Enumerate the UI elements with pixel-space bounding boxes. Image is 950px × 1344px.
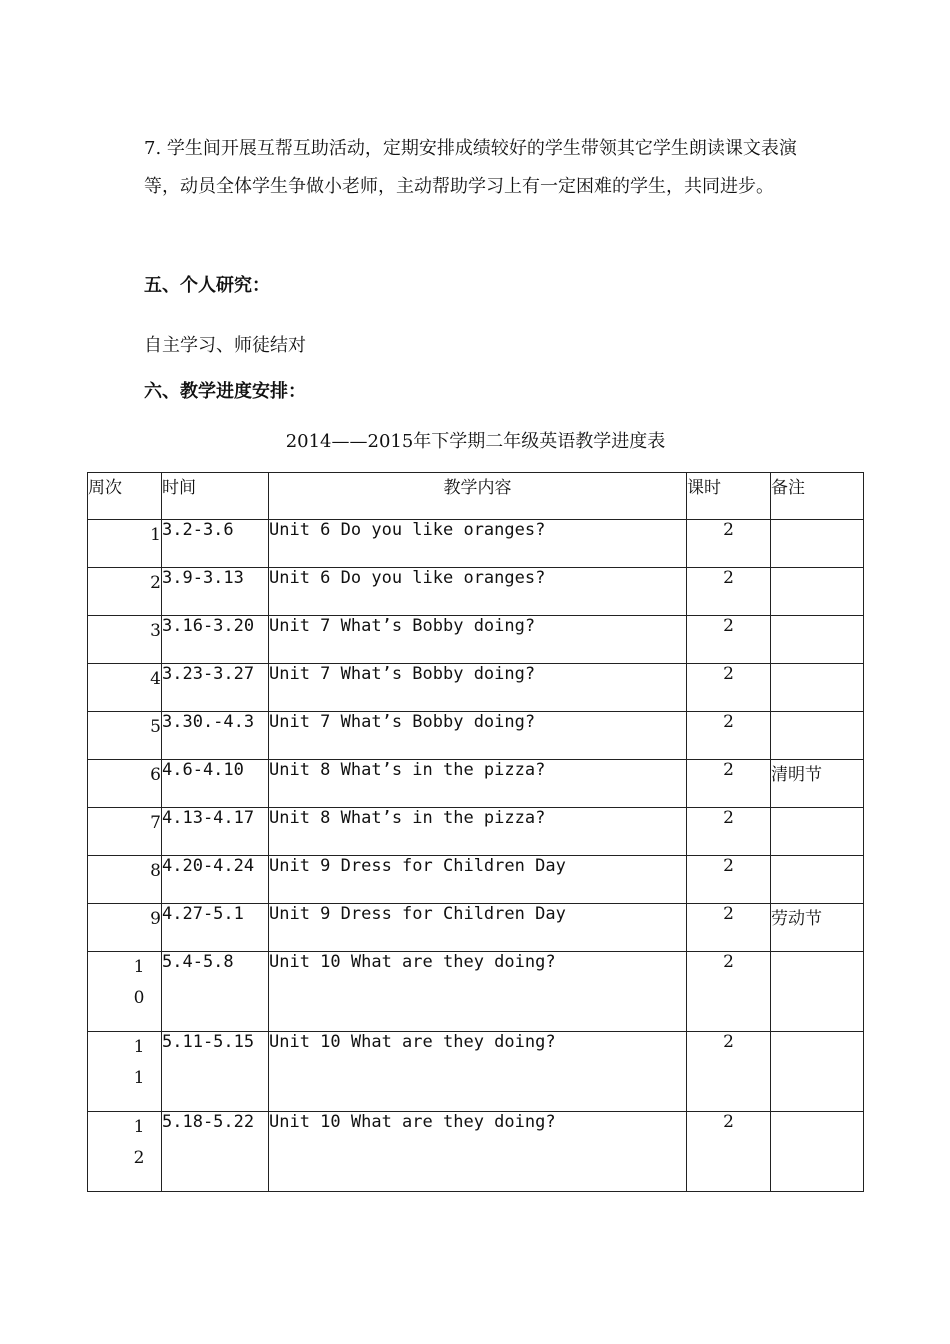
period-cell: 2 (687, 616, 771, 664)
week-number: 2 (150, 573, 161, 593)
week-cell (88, 1032, 162, 1112)
week-number: 6 (150, 765, 161, 785)
table-caption: 2014——2015年下学期二年级英语教学进度表 (285, 431, 666, 452)
week-number: 4 (150, 669, 161, 689)
week-number: 9 (150, 909, 161, 929)
week-number: 12 (133, 1117, 145, 1168)
week-cell (88, 520, 162, 568)
schedule-table (87, 472, 864, 1192)
time-cell: 4.13-4.17 (162, 808, 269, 856)
notes-cell: 清明节 (771, 760, 864, 808)
week-number: 1 (150, 525, 161, 545)
time-cell: 4.27-5.1 (162, 904, 269, 952)
period-cell: 2 (687, 568, 771, 616)
week-cell (88, 1112, 162, 1192)
section-6-heading: 六、教学进度安排： (144, 381, 306, 402)
content-cell: Unit 7 What’s Bobby doing? (269, 712, 687, 760)
week-number: 7 (150, 813, 161, 833)
time-cell: 3.2-3.6 (162, 520, 269, 568)
header-notes: 备注 (771, 473, 864, 520)
period-cell: 2 (687, 904, 771, 952)
table-row (88, 856, 864, 904)
table-row (88, 952, 864, 1032)
table-row (88, 760, 864, 808)
content-cell: Unit 6 Do you like oranges? (269, 520, 687, 568)
content-cell: Unit 8 What’s in the pizza? (269, 808, 687, 856)
week-cell (88, 760, 162, 808)
header-week: 周次 (88, 473, 162, 520)
period-cell: 2 (687, 712, 771, 760)
table-row (88, 1112, 864, 1192)
section-5-heading: 五、个人研究： (144, 275, 270, 296)
week-number: 11 (133, 1037, 145, 1088)
header-content: 教学内容 (269, 473, 687, 520)
period-cell: 2 (687, 808, 771, 856)
content-cell: Unit 7 What’s Bobby doing? (269, 664, 687, 712)
content-cell: Unit 6 Do you like oranges? (269, 568, 687, 616)
period-cell: 2 (687, 856, 771, 904)
notes-cell (771, 568, 864, 616)
time-cell: 3.30.-4.3 (162, 712, 269, 760)
table-row (88, 712, 864, 760)
header-periods: 课时 (687, 473, 771, 520)
content-cell: Unit 8 What’s in the pizza? (269, 760, 687, 808)
week-cell (88, 856, 162, 904)
notes-cell (771, 712, 864, 760)
period-cell: 2 (687, 664, 771, 712)
table-row (88, 904, 864, 952)
week-cell (88, 808, 162, 856)
section-5-body: 自主学习、师徒结对 (144, 335, 306, 356)
notes-cell (771, 1032, 864, 1112)
notes-cell (771, 520, 864, 568)
table-row (88, 808, 864, 856)
week-number: 5 (150, 717, 161, 737)
week-cell (88, 904, 162, 952)
week-number: 10 (133, 957, 145, 1008)
period-cell: 2 (687, 952, 771, 1032)
notes-cell (771, 664, 864, 712)
table-row (88, 1032, 864, 1112)
table-header-row (88, 473, 864, 520)
period-cell: 2 (687, 760, 771, 808)
time-cell: 5.4-5.8 (162, 952, 269, 1032)
time-cell: 5.18-5.22 (162, 1112, 269, 1192)
period-cell: 2 (687, 1032, 771, 1112)
week-number: 8 (150, 861, 161, 881)
week-cell (88, 616, 162, 664)
week-cell (88, 952, 162, 1032)
week-cell (88, 568, 162, 616)
notes-cell: 劳动节 (771, 904, 864, 952)
content-cell: Unit 10 What are they doing? (269, 1112, 687, 1192)
table-row (88, 664, 864, 712)
table-row (88, 520, 864, 568)
week-cell (88, 712, 162, 760)
time-cell: 5.11-5.15 (162, 1032, 269, 1112)
week-number: 3 (150, 621, 161, 641)
time-cell: 3.9-3.13 (162, 568, 269, 616)
content-cell: Unit 9 Dress for Children Day (269, 904, 687, 952)
notes-cell (771, 808, 864, 856)
time-cell: 4.20-4.24 (162, 856, 269, 904)
notes-cell (771, 1112, 864, 1192)
notes-cell (771, 952, 864, 1032)
notes-cell (771, 616, 864, 664)
paragraph-7: 7. 学生间开展互帮互助活动，定期安排成绩较好的学生带领其它学生朗读课文表演等，动员全体学生争做小老师，主动帮助学习上有一定困难的学生，共同进步。 (144, 138, 797, 197)
week-cell (88, 664, 162, 712)
content-cell: Unit 10 What are they doing? (269, 1032, 687, 1112)
header-time: 时间 (162, 473, 269, 520)
table-row (88, 568, 864, 616)
time-cell: 4.6-4.10 (162, 760, 269, 808)
content-cell: Unit 9 Dress for Children Day (269, 856, 687, 904)
time-cell: 3.16-3.20 (162, 616, 269, 664)
table-row (88, 616, 864, 664)
table-body (88, 520, 864, 1192)
content-cell: Unit 7 What’s Bobby doing? (269, 616, 687, 664)
notes-cell (771, 856, 864, 904)
period-cell: 2 (687, 1112, 771, 1192)
period-cell: 2 (687, 520, 771, 568)
content-cell: Unit 10 What are they doing? (269, 952, 687, 1032)
time-cell: 3.23-3.27 (162, 664, 269, 712)
